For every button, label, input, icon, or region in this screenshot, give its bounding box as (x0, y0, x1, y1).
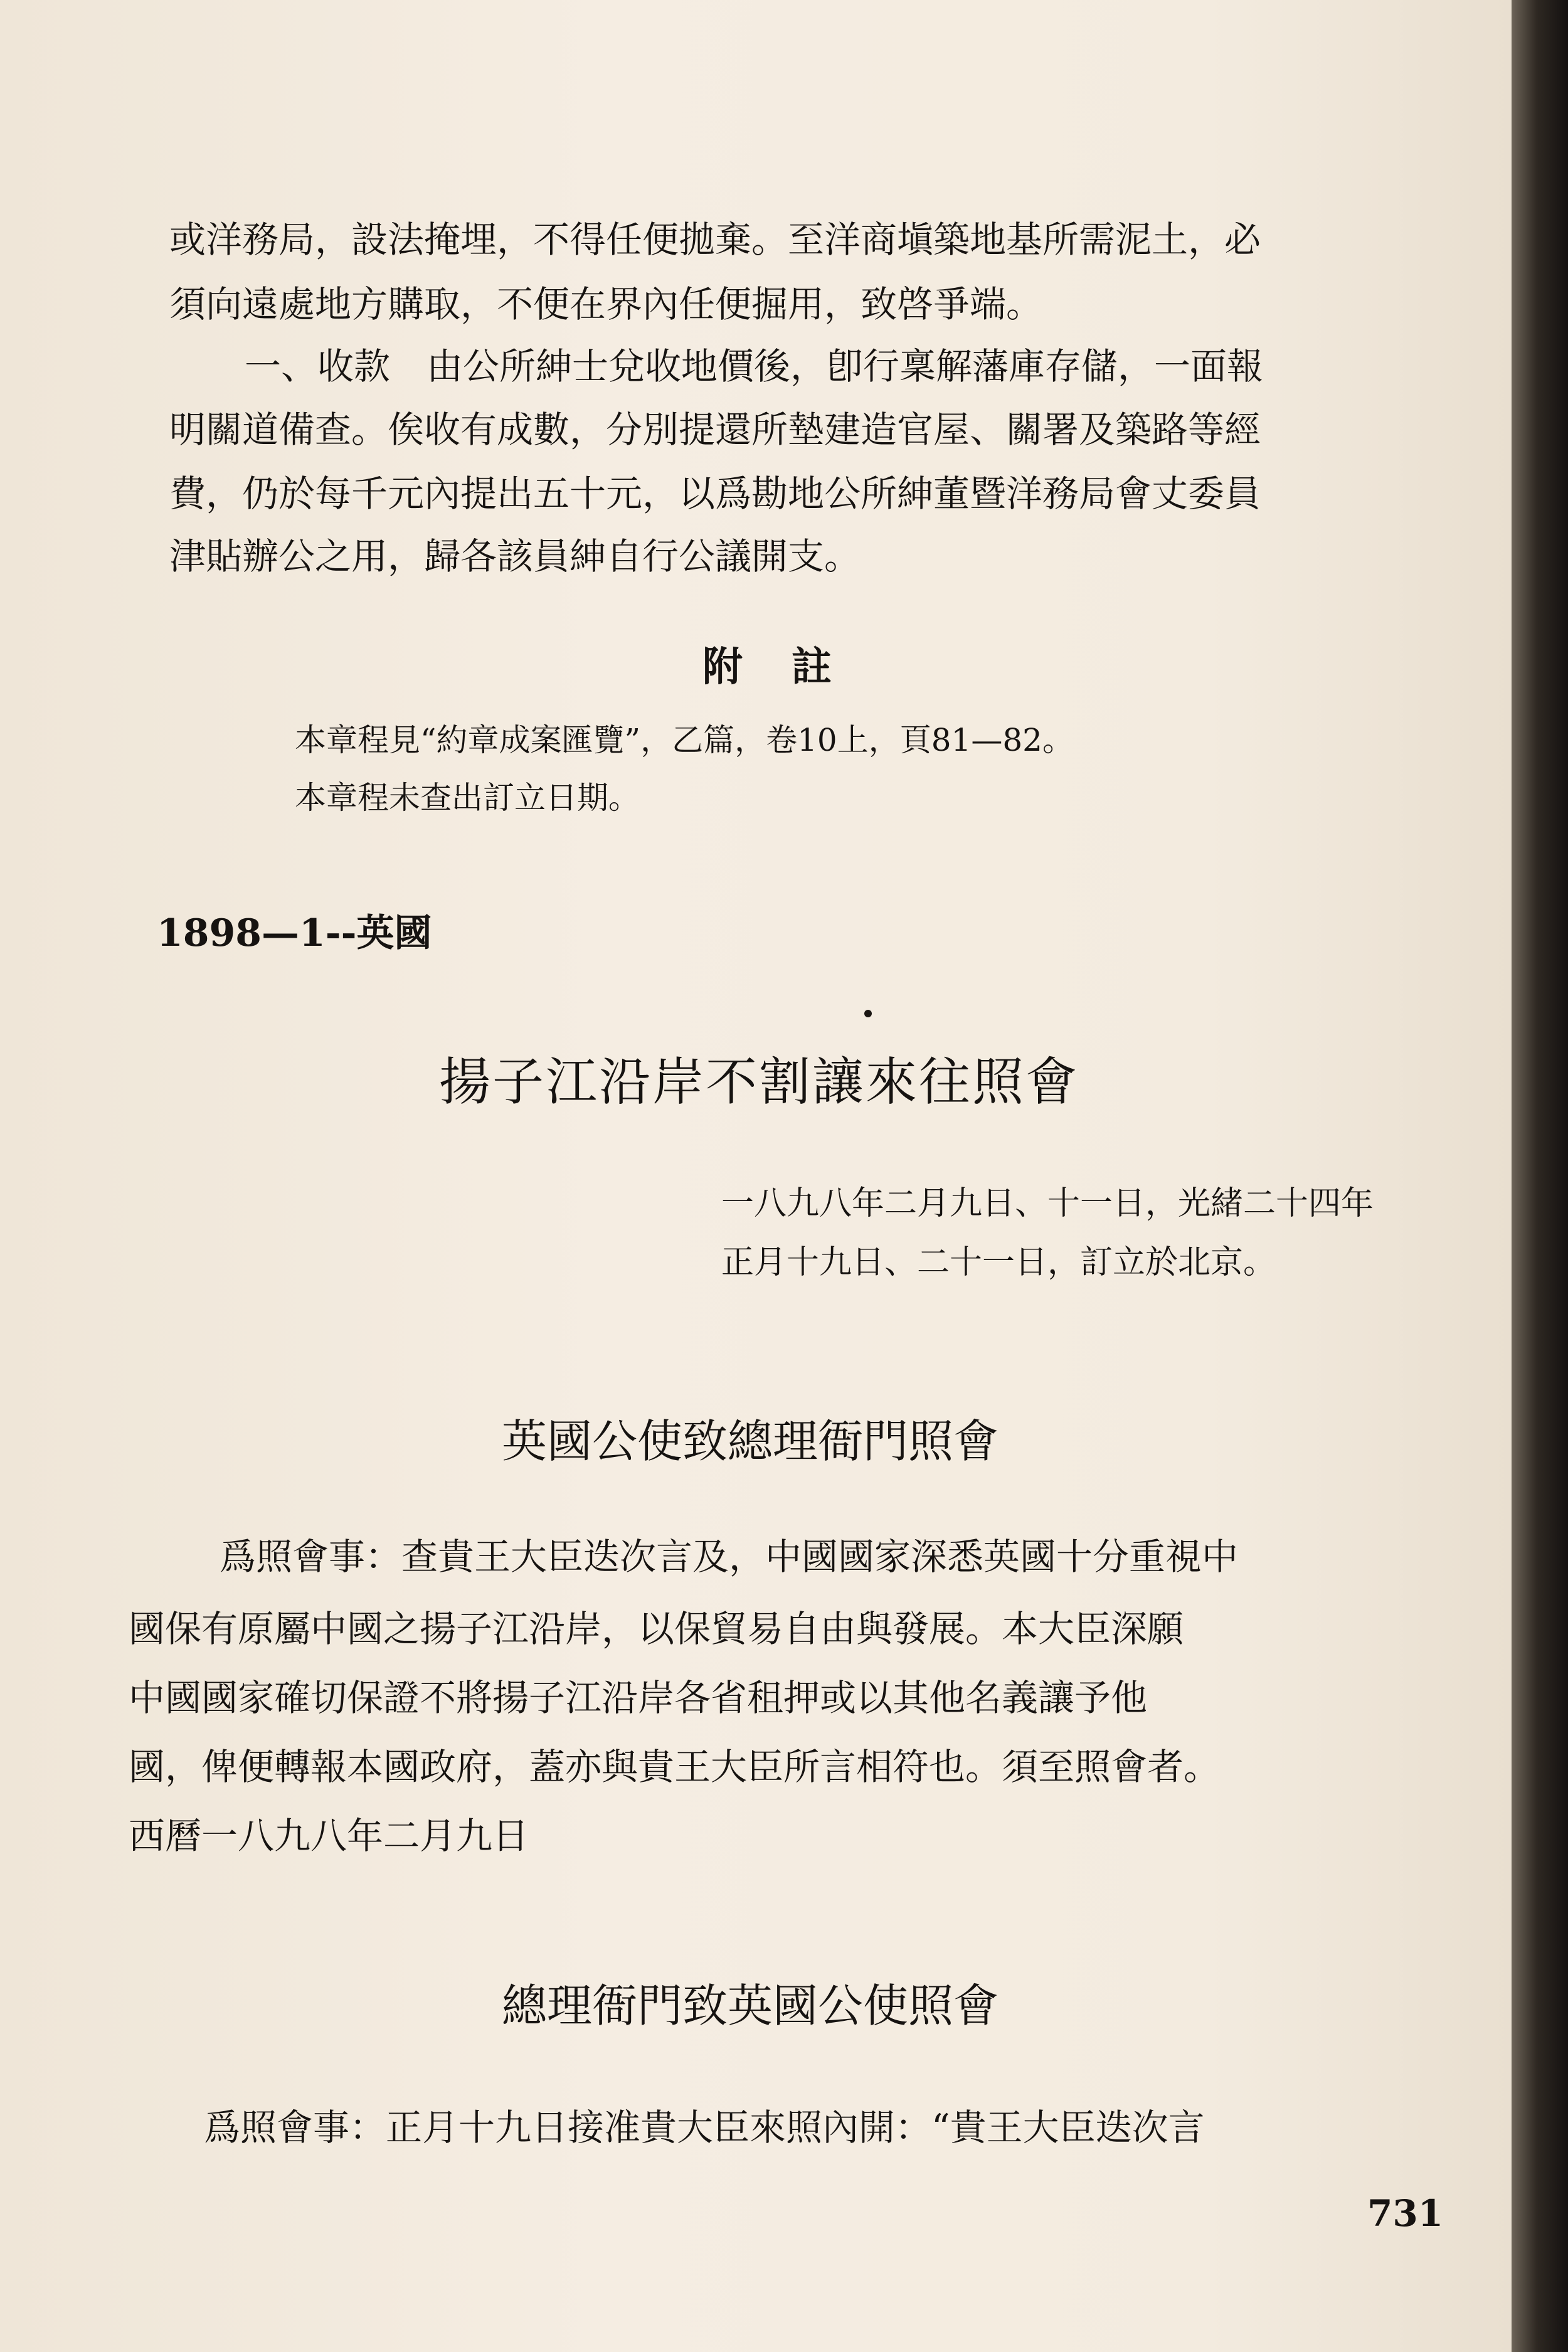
treaty-title: 揚子江沿岸不割讓來往照會 (439, 1052, 1079, 1112)
text-line: 國，俾便轉報本國政府，蓋亦與貴王大臣所言相符也。須至照會者。 (129, 1745, 1221, 1788)
treaty-date: 一八九八年二月九日、十一日，光緒二十四年 (721, 1185, 1374, 1222)
note-title: 英國公使致總理衙門照會 (502, 1415, 999, 1468)
book-edge (1512, 0, 1568, 2352)
text-line: 或洋務局，設法掩埋，不得任便拋棄。至洋商塡築地基所需泥土，必 (169, 218, 1261, 261)
page-number: 731 (1367, 2192, 1444, 2235)
section-label: 1898—1--英國 (157, 911, 432, 955)
note-title: 總理衙門致英國公使照會 (502, 1979, 999, 2032)
text-line: 一、收款 由公所紳士兌收地價後，卽行稟解藩庫存儲，一面報 (245, 345, 1264, 388)
ornament-dot (864, 1010, 872, 1017)
text-line: 中國國家確切保證不將揚子江沿岸各省租押或以其他名義讓予他 (129, 1677, 1148, 1719)
text-line: 津貼辦公之用，歸各該員紳自行公議開支。 (169, 535, 861, 578)
text-line: 須向遠處地方購取，不便在界內任便掘用，致啓爭端。 (169, 283, 1043, 326)
text-line: 費，仍於每千元內提出五十元，以爲勘地公所紳董暨洋務局會丈委員 (169, 472, 1261, 515)
appendix-note: 本章程見“約章成案匯覽”，乙篇，卷10上，頁81—82。 (295, 722, 1074, 758)
text-line: 西曆一八九八年二月九日 (129, 1814, 529, 1857)
appendix-note: 本章程未查出訂立日期。 (295, 780, 640, 816)
text-line: 爲照會事：正月十九日接准貴大臣來照內開：“貴王大臣迭次言 (204, 2106, 1205, 2149)
text-line: 國保有原屬中國之揚子江沿岸，以保貿易自由與發展。本大臣深願 (129, 1608, 1184, 1650)
appendix-heading: 附註 (702, 644, 881, 691)
text-line: 爲照會事：查貴王大臣迭次言及，中國國家深悉英國十分重視中 (220, 1535, 1239, 1578)
text-line: 明關道備查。俟收有成數，分別提還所墊建造官屋、關署及築路等經 (169, 408, 1261, 451)
treaty-date: 正月十九日、二十一日，訂立於北京。 (721, 1244, 1276, 1281)
